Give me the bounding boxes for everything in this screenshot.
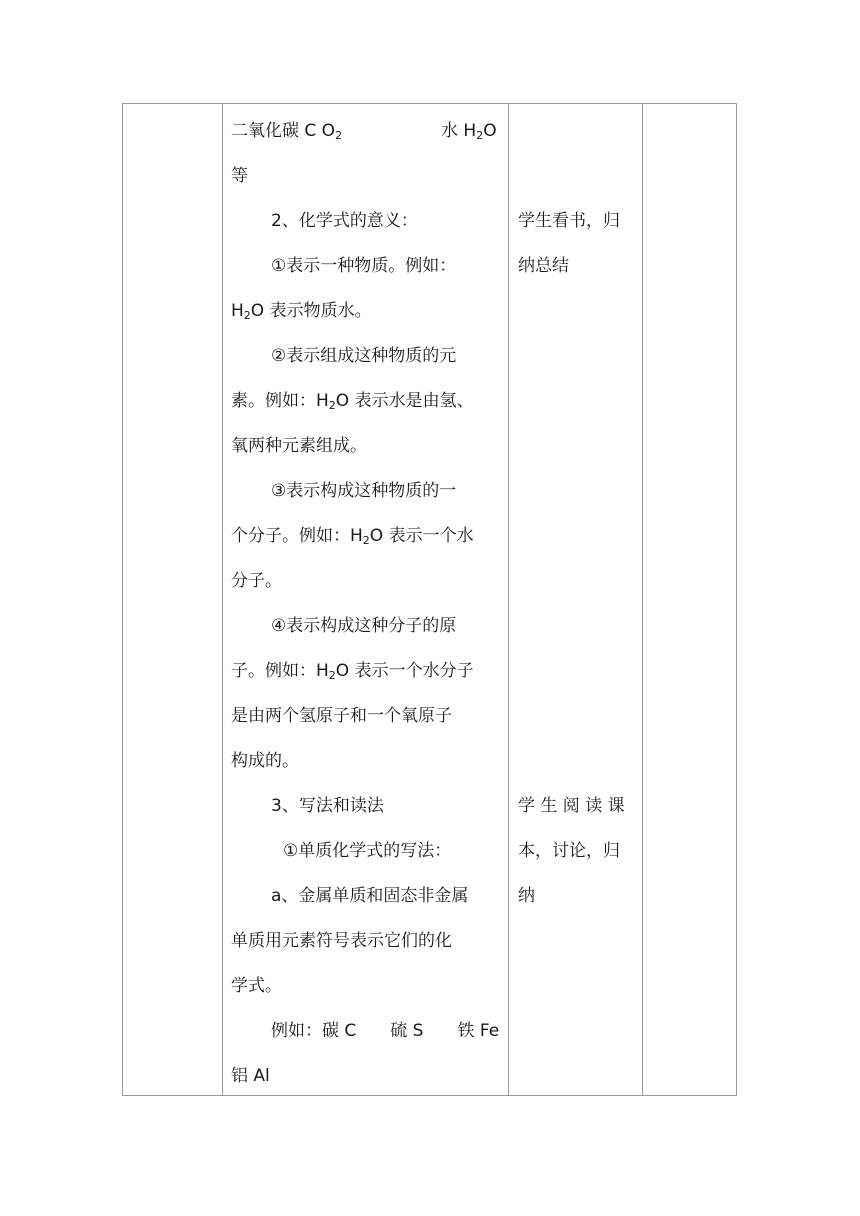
line-13-rest: O 表示一个水分子: [335, 661, 474, 681]
content-line-10: [231, 514, 474, 558]
column-divider-1: [222, 104, 223, 1095]
line-10-pre: 个分子。例如：H: [231, 526, 363, 546]
note-line-2: 纳总结: [518, 256, 569, 276]
note-line-1: 学生看书，归: [518, 211, 620, 231]
content-line-21: 例如：碳 C 硫 S 铁 Fe: [271, 1021, 500, 1041]
content-line-13: [231, 649, 474, 693]
line-7-rest: O 表示水是由氢、: [335, 391, 474, 411]
content-line-4: ①表示一种物质。例如：: [271, 256, 457, 276]
line-10-subscript: 2: [362, 534, 370, 547]
content-line-8: 氧两种元素组成。: [231, 436, 367, 456]
content-line-11: 分子。: [231, 571, 282, 591]
content-line-14: 是由两个氢原子和一个氧原子: [231, 706, 452, 726]
h-subscript: 2: [243, 309, 251, 322]
content-line-3: 2、化学式的意义：: [271, 211, 418, 231]
content-line-22: 铝 Al: [231, 1066, 270, 1086]
content-line-18: a、金属单质和固态非金属: [271, 886, 469, 906]
content-line-2: 等: [231, 166, 248, 186]
line-13-pre: 子。例如：H: [231, 661, 329, 681]
co2-text: 二氧化碳 C O: [231, 121, 336, 141]
line-5-rest: O 表示物质水。: [250, 301, 372, 321]
note-line-3: 学 生 阅 读 课: [518, 796, 625, 816]
h-text: H: [231, 301, 244, 321]
water-label: 水 H: [441, 121, 477, 141]
water-formula: [441, 109, 497, 158]
co2-subscript: 2: [335, 129, 343, 142]
content-line-9: ③表示构成这种物质的一: [271, 481, 457, 501]
content-line-20: 学式。: [231, 976, 282, 996]
line-7-subscript: 2: [328, 399, 336, 412]
content-line-17: ①单质化学式的写法：: [283, 841, 452, 861]
content-line-15: 构成的。: [231, 751, 299, 771]
note-line-4: 本，讨论，归: [518, 841, 620, 861]
content-line-16: 3、写法和读法: [271, 796, 384, 816]
water-subscript: 2: [476, 129, 484, 142]
water-o: O: [483, 121, 497, 141]
line-13-subscript: 2: [328, 669, 336, 682]
content-line-19: 单质用元素符号表示它们的化: [231, 931, 452, 951]
content-line-5: [231, 289, 372, 333]
content-line-7: [231, 379, 474, 423]
note-line-5: 纳: [518, 886, 535, 906]
line-10-rest: O 表示一个水: [369, 526, 474, 546]
column-divider-3: [642, 104, 643, 1095]
content-line-12: ④表示构成这种分子的原: [271, 616, 457, 636]
lesson-table: [122, 103, 737, 1096]
column-divider-2: [508, 104, 509, 1095]
content-line-1: [231, 109, 497, 153]
content-line-6: ②表示组成这种物质的元: [271, 346, 457, 366]
line-7-pre: 素。例如：H: [231, 391, 329, 411]
